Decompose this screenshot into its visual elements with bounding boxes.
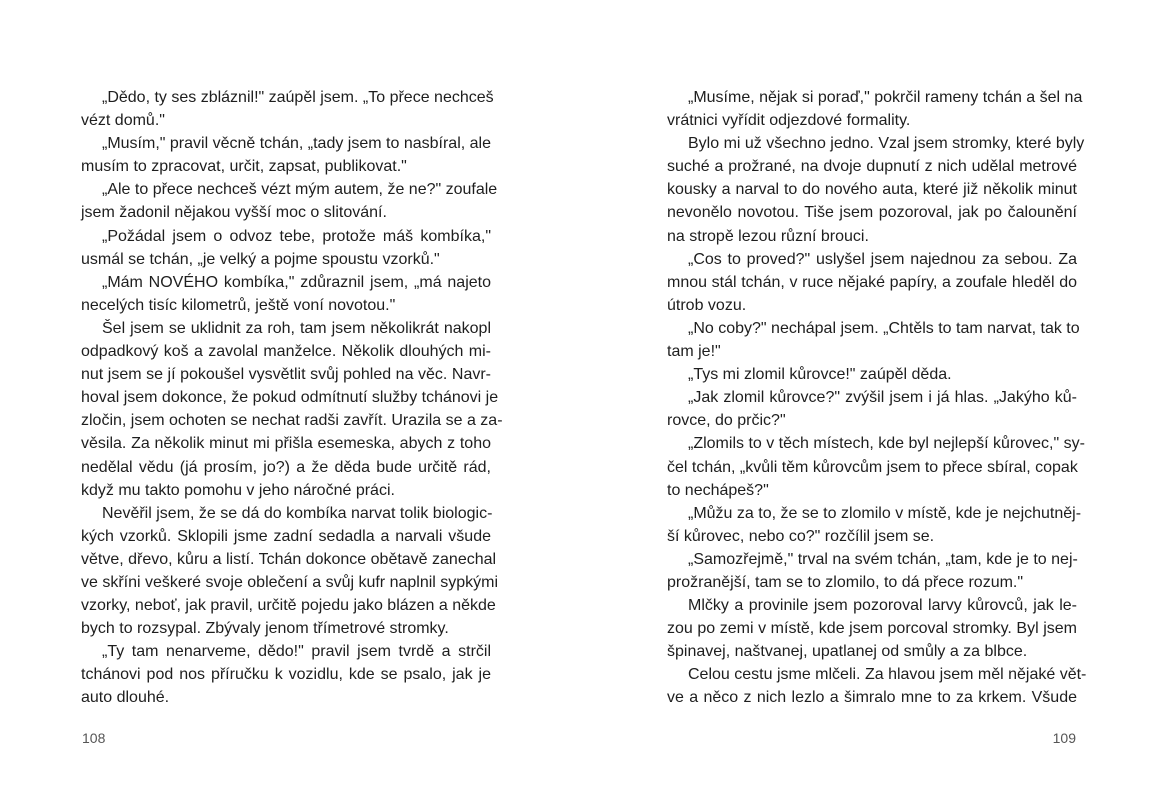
text-line: „Můžu za to, že se to zlomilo v místě, kde je nejchutněj- [688,504,1082,522]
text-line: zou po zemi v místě, kde jsem porcoval stromky. Byl jsem [667,620,1077,638]
paragraph [667,248,1077,317]
paragraph [667,548,1077,594]
text-line: „Ty tam nenarveme, dědo!" pravil jsem tvrdě a strčil [102,643,491,661]
text-line: kousky a narval to do nového auta, které již několik minut [667,181,1077,199]
paragraph [81,132,491,178]
text-line: „Samozřejmě," trval na svém tchán, „tam, kde je to nej- [688,550,1078,568]
text-line: „Jak zlomil kůrovce?" zvýšil jsem i já hlas. „Jakýho ků- [688,389,1077,407]
paragraph [667,86,1083,132]
paragraph [667,386,1077,432]
paragraph [81,86,494,132]
text-line: „Tys mi zlomil kůrovce!" zaúpěl děda. [688,366,952,384]
text-line: jsem žadonil nějakou vyšší moc o slitování. [81,204,387,222]
text-line: usmál se tchán, „je velký a pojme spoustu vzorků." [81,250,440,268]
text-line: kých vzorků. Sklopili jsme zadní sedadla a narvali všude [81,527,491,545]
text-line: „Cos to proved?" uslyšel jsem najednou za sebou. Za [688,250,1077,268]
paragraph [667,594,1077,663]
text-line: ve a něco z nich lezlo a šimralo mne to za krkem. Všude [667,689,1077,707]
text-line: tchánovi pod nos příručku k vozidlu, kde se psalo, jak je [81,666,491,684]
text-line: tam je!" [667,343,721,361]
text-line: „Požádal jsem o odvoz tebe, protože máš kombíka," [102,227,491,245]
paragraph [81,317,503,502]
text-line: bych to rozsypal. Zbývaly jenom třímetrové stromky. [81,620,449,638]
right-page-text [667,86,1087,710]
left-page-text [81,86,503,710]
text-line: to nechápeš?" [667,481,769,499]
text-line: vrátnici vyřídit odjezdové formality. [667,112,911,130]
text-line: auto dlouhé. [81,689,170,707]
text-line: vézt domů." [81,112,165,130]
text-line: Nevěřil jsem, že se dá do kombíka narvat tolik biologic- [102,504,493,522]
text-line: čel tchán, „kvůli těm kůrovcům jsem to přece sbíral, copak [667,458,1078,476]
paragraph [667,132,1085,247]
text-line: necelých tisíc kilometrů, ještě voní novotou." [81,296,396,314]
text-line: Mlčky a provinile jsem pozoroval larvy kůrovců, jak le- [688,597,1077,615]
text-line: „No coby?" nechápal jsem. „Chtěls to tam narvat, tak to [688,319,1080,337]
text-line: „Musíme, nějak si poraď," pokrčil rameny tchán a šel na [688,89,1083,106]
paragraph [667,663,1087,709]
text-line: nut jsem se jí pokoušel vysvětlit svůj pohled na věc. Navr- [81,366,491,384]
page-number-left: 108 [82,730,106,746]
text-line: nevonělo novotou. Tiše jsem pozoroval, jak po čalounění [667,204,1077,222]
paragraph [667,363,1077,386]
text-line: ve skříni veškeré svoje oblečení a svůj kufr naplnil sypkými [81,573,499,591]
text-line: odpadkový koš a zavolal manželce. Několik dlouhých mi- [81,343,491,361]
text-line: musím to zpracovat, určit, zapsat, publikovat." [81,158,407,176]
text-line: „Ale to přece nechceš vézt mým autem, že ne?" zoufale [102,181,498,199]
text-line: útrob vozu. [667,296,747,314]
paragraph [667,502,1082,548]
text-line: Šel jsem se uklidnit za roh, tam jsem několikrát nakopl [102,319,491,337]
paragraph [81,640,491,709]
text-line: větve, dřevo, kůru a listí. Tchán dokonce obětavě zanechal [81,550,497,568]
text-line: zločin, jsem ochoten se nechat radši zavřít. Urazila se a za- [81,412,503,430]
paragraph [81,271,491,317]
text-line: na stropě lezou různí brouci. [667,227,869,245]
text-line: vzorky, neboť, jak pravil, určitě pojedu jako blázen a někde [81,597,496,615]
text-line: hoval jsem dokonce, že pokud odmítnutí služby tchánovi je [81,389,499,407]
paragraph [81,178,498,224]
text-line: „Zlomils to v těch místech, kde byl nejlepší kůrovec," sy- [688,435,1085,453]
text-line: Bylo mi už všechno jedno. Vzal jsem stromky, které byly [688,135,1085,153]
text-line: mnou stál tchán, v ruce nějaké papíry, a zoufale hleděl do [667,273,1077,291]
page-number-right: 109 [1052,730,1076,746]
text-line: Celou cestu jsme mlčeli. Za hlavou jsem měl nějaké vět- [688,666,1087,684]
paragraph [667,317,1080,363]
paragraph [81,502,499,641]
text-line: „Musím," pravil věcně tchán, „tady jsem to nasbíral, ale [102,135,491,153]
text-line: rovce, do prčic?" [667,412,786,430]
text-line: prožranější, tam se to zlomilo, to dá přece rozum." [667,573,1024,591]
text-line: „Mám NOVÉHO kombíka," zdůraznil jsem, „má najeto [102,273,491,291]
text-line: když mu takto pomohu v jeho náročné práci. [81,481,395,499]
text-line: „Dědo, ty ses zbláznil!" zaúpěl jsem. „To přece nechceš [102,89,494,106]
text-line: suché a prožrané, na dvoje dupnutí z nich udělal metrové [667,158,1077,176]
text-line: věsila. Za několik minut mi přišla esemeska, abych z toho [81,435,491,453]
paragraph [667,432,1085,501]
text-line: nedělal vědu (já prosím, jo?) a že děda bude určitě rád, [81,458,491,476]
text-line: špinavej, naštvanej, upatlanej od smůly a za blbce. [667,643,1028,661]
paragraph [81,225,491,271]
text-line: ší kůrovec, nebo co?" rozčílil jsem se. [667,527,935,545]
